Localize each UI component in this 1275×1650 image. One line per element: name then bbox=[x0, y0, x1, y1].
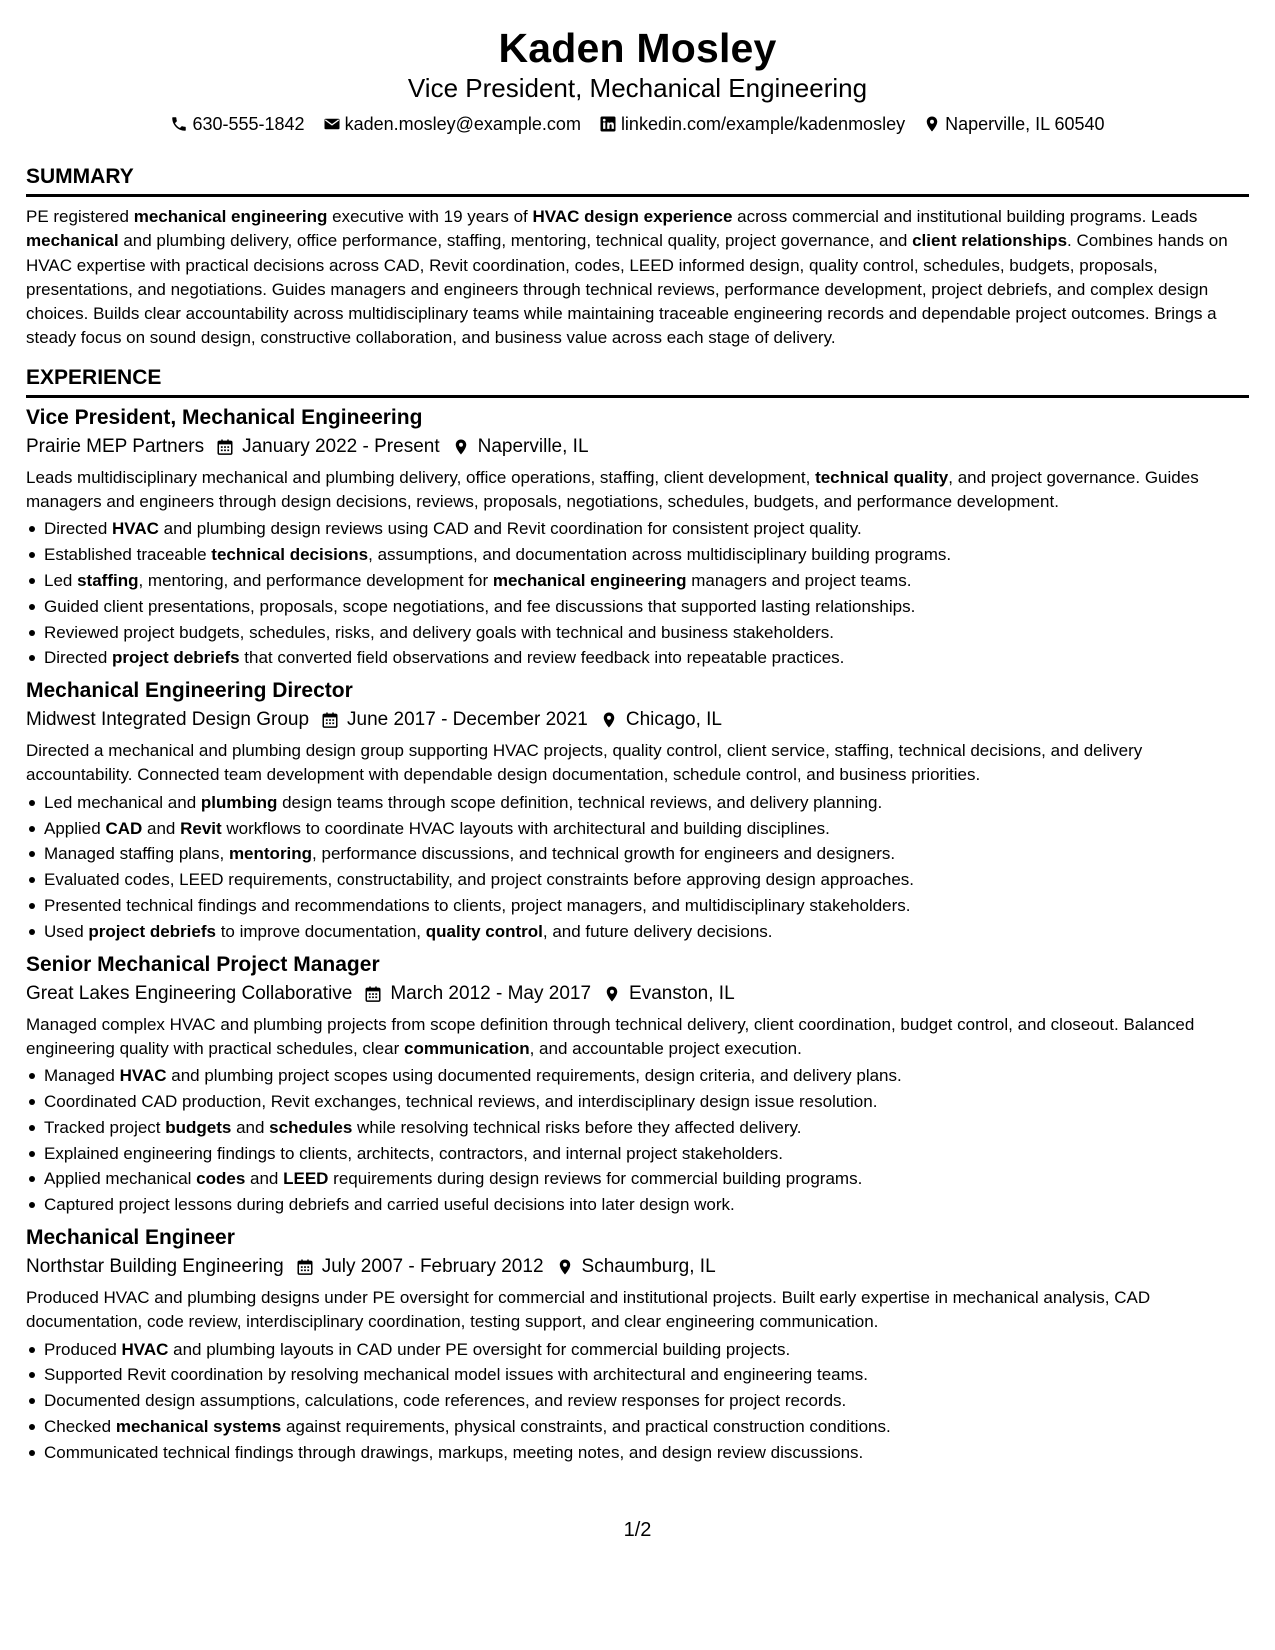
bold-text: technical quality bbox=[815, 467, 949, 487]
envelope-icon bbox=[323, 115, 341, 133]
calendar-icon bbox=[321, 710, 339, 730]
job-entry bbox=[26, 677, 1249, 944]
bold-text: LEED bbox=[283, 1169, 329, 1189]
calendar-icon bbox=[296, 1257, 314, 1277]
bold-text: project debriefs bbox=[88, 921, 216, 941]
resume-page bbox=[26, 0, 1249, 1465]
bold-text: client relationships bbox=[912, 231, 1068, 251]
list-item bbox=[26, 816, 1249, 842]
text-run: Documented design assumptions, calculations, code references, and review responses for project records. bbox=[44, 1391, 847, 1411]
text-run: Checked bbox=[44, 1416, 116, 1436]
job-location: Chicago, IL bbox=[625, 709, 722, 731]
list-item bbox=[26, 1063, 1249, 1089]
bold-text: mechanical systems bbox=[115, 1416, 282, 1436]
text-run: that converted field observations and review feedback into repeatable practices. bbox=[239, 648, 845, 668]
job-description bbox=[26, 466, 1249, 515]
list-item bbox=[26, 1440, 1249, 1466]
bold-text: budgets bbox=[165, 1117, 232, 1137]
text-run: and bbox=[142, 818, 181, 838]
job-bullets bbox=[26, 516, 1249, 671]
contact-email[interactable] bbox=[323, 112, 581, 136]
list-item bbox=[26, 841, 1249, 867]
text-run: Tracked project bbox=[44, 1117, 166, 1137]
list-item bbox=[26, 645, 1249, 671]
bold-text: plumbing bbox=[200, 792, 278, 812]
job-description bbox=[26, 1286, 1249, 1335]
job-title: Senior Mechanical Project Manager bbox=[26, 952, 380, 976]
list-item bbox=[26, 1141, 1249, 1167]
list-item bbox=[26, 1337, 1249, 1363]
text-run: Explained engineering findings to clients, architects, contractors, and internal project stakeholders. bbox=[44, 1143, 783, 1163]
text-run: , assumptions, and documentation across multidisciplinary building programs. bbox=[368, 545, 952, 565]
text-run: and plumbing project scopes using documented requirements, design criteria, and delivery plans. bbox=[166, 1066, 902, 1086]
text-run: Directed bbox=[44, 519, 113, 539]
bold-text: HVAC design experience bbox=[532, 207, 733, 226]
bold-text: mechanical engineering bbox=[492, 570, 687, 590]
job-meta bbox=[26, 981, 1249, 1007]
text-run: Managed bbox=[44, 1066, 120, 1086]
job-meta bbox=[26, 707, 1249, 733]
list-item bbox=[26, 1166, 1249, 1192]
text-run: Reviewed project budgets, schedules, risks, and delivery goals with technical and business stakeholders. bbox=[44, 622, 834, 642]
bold-text: schedules bbox=[269, 1117, 353, 1137]
page-number: 1/2 bbox=[623, 1519, 652, 1541]
bold-text: mechanical engineering bbox=[133, 207, 328, 226]
text-run: workflows to coordinate HVAC layouts with architectural and building disciplines. bbox=[221, 818, 830, 838]
candidate-name: Kaden Mosley bbox=[498, 25, 777, 71]
text-run: Led mechanical and bbox=[44, 792, 201, 812]
text-run: and plumbing delivery, office performance, staffing, mentoring, technical quality, project governance, and bbox=[118, 231, 913, 251]
text-run: while resolving technical risks before they affected delivery. bbox=[352, 1117, 802, 1137]
text-run: Applied mechanical bbox=[44, 1169, 197, 1189]
job-bullets bbox=[26, 790, 1249, 945]
text-run: , performance discussions, and technical growth for engineers and designers. bbox=[312, 844, 896, 864]
bold-text: HVAC bbox=[112, 519, 159, 539]
map-pin-icon bbox=[923, 115, 941, 133]
bold-text: Revit bbox=[180, 818, 222, 838]
bold-text: communication bbox=[403, 1038, 530, 1058]
list-item bbox=[26, 919, 1249, 945]
company-name: Midwest Integrated Design Group bbox=[26, 709, 310, 731]
email-text: kaden.mosley@example.com bbox=[344, 114, 581, 134]
list-item bbox=[26, 516, 1249, 542]
bold-text: staffing bbox=[77, 570, 139, 590]
job-description bbox=[26, 1013, 1249, 1062]
company-name: Great Lakes Engineering Collaborative bbox=[26, 982, 353, 1004]
list-item bbox=[26, 893, 1249, 919]
section-heading-summary: SUMMARY bbox=[26, 165, 134, 188]
contact-linkedin[interactable] bbox=[599, 112, 905, 136]
list-item bbox=[26, 1414, 1249, 1440]
bold-text: mentoring bbox=[228, 844, 313, 864]
text-run: Guided client presentations, proposals, scope negotiations, and fee discussions that supported lasting relationships. bbox=[44, 596, 916, 616]
text-run: Supported Revit coordination by resolving mechanical model issues with architectural and engineering teams. bbox=[44, 1365, 869, 1385]
company-name: Prairie MEP Partners bbox=[26, 435, 205, 457]
list-item bbox=[26, 1362, 1249, 1388]
job-dates: July 2007 - February 2012 bbox=[321, 1255, 544, 1277]
text-run: Presented technical findings and recommendations to clients, project managers, and multidisciplinary stakeholders. bbox=[44, 895, 911, 915]
list-item bbox=[26, 568, 1249, 594]
job-description bbox=[26, 739, 1249, 788]
text-run: Directed bbox=[44, 648, 113, 668]
text-run: . Combines hands on HVAC expertise with practical decisions across CAD, Revit coordination, codes, LEED informed design, quality control, schedules, budgets, proposals, presentations, and negotiations. Guides managers and engineers through technical reviews, performance development, project debriefs, and complex design choices. Builds clear accountability across multidisciplinary teams while maintaining traceable engineering records and dependable project outcomes. Brings a steady focus on sound design, constructive collaboration, and business value across each stage of delivery. bbox=[26, 231, 1228, 348]
job-dates: June 2017 - December 2021 bbox=[347, 709, 588, 731]
text-run: Led bbox=[44, 570, 78, 590]
bold-text: codes bbox=[196, 1169, 246, 1189]
job-location: Schaumburg, IL bbox=[581, 1255, 716, 1277]
text-run: PE registered bbox=[26, 207, 134, 226]
text-run: Applied bbox=[44, 818, 106, 838]
summary-text bbox=[26, 205, 1249, 351]
bold-text: HVAC bbox=[121, 1339, 169, 1359]
list-item bbox=[26, 542, 1249, 568]
text-run: , mentoring, and performance development for bbox=[138, 570, 493, 590]
linkedin-icon bbox=[599, 115, 617, 133]
text-run: , and accountable project execution. bbox=[529, 1038, 802, 1058]
job-location: Evanston, IL bbox=[629, 982, 735, 1004]
resume-header bbox=[26, 0, 1249, 136]
list-item bbox=[26, 594, 1249, 620]
job-bullets bbox=[26, 1337, 1249, 1466]
calendar-icon bbox=[216, 437, 234, 457]
job-title: Mechanical Engineering Director bbox=[26, 679, 353, 703]
phone-text: 630-555-1842 bbox=[192, 114, 305, 134]
phone-icon bbox=[170, 115, 188, 133]
job-title: Vice President, Mechanical Engineering bbox=[26, 405, 423, 429]
text-run: Produced bbox=[44, 1339, 122, 1359]
list-item bbox=[26, 1089, 1249, 1115]
section-heading-experience: EXPERIENCE bbox=[26, 365, 162, 389]
text-run: executive with 19 years of bbox=[327, 207, 533, 226]
text-run: and bbox=[231, 1117, 270, 1137]
map-pin-icon bbox=[556, 1257, 574, 1277]
job-meta bbox=[26, 1254, 1249, 1280]
job-title: Mechanical Engineer bbox=[26, 1225, 235, 1249]
bold-text: mechanical bbox=[26, 231, 119, 251]
text-run: Established traceable bbox=[44, 545, 212, 565]
text-run: Managed staffing plans, bbox=[44, 844, 229, 864]
list-item bbox=[26, 620, 1249, 646]
text-run: Evaluated codes, LEED requirements, constructability, and project constraints before approving design approaches. bbox=[44, 870, 915, 890]
map-pin-icon bbox=[603, 984, 621, 1004]
text-run: design teams through scope definition, technical reviews, and delivery planning. bbox=[277, 792, 883, 812]
company-name: Northstar Building Engineering bbox=[26, 1255, 284, 1277]
section-divider bbox=[26, 395, 1249, 398]
bold-text: HVAC bbox=[119, 1066, 167, 1086]
experience-list bbox=[26, 404, 1249, 1466]
job-entry bbox=[26, 951, 1249, 1218]
location-text: Naperville, IL 60540 bbox=[945, 114, 1105, 134]
text-run: Leads multidisciplinary mechanical and plumbing delivery, office operations, staffing, client development, bbox=[26, 467, 816, 487]
job-bullets bbox=[26, 1063, 1249, 1218]
contact-bar bbox=[26, 112, 1249, 136]
candidate-title: Vice President, Mechanical Engineering bbox=[407, 73, 868, 103]
job-meta bbox=[26, 434, 1249, 460]
experience-section bbox=[26, 365, 1249, 1466]
text-run: Communicated technical findings through drawings, markups, meeting notes, and design review discussions. bbox=[44, 1442, 864, 1462]
text-run: Directed a mechanical and plumbing design group supporting HVAC projects, quality control, client service, staffing, technical decisions, and delivery accountability. Connected team development with dependable design documentation, schedule control, and business priorities. bbox=[26, 741, 1143, 785]
job-dates: January 2022 - Present bbox=[242, 435, 440, 457]
contact-location bbox=[923, 112, 1104, 136]
map-pin-icon bbox=[452, 437, 470, 457]
text-run: requirements during design reviews for commercial building programs. bbox=[328, 1169, 863, 1189]
text-run: and bbox=[245, 1169, 284, 1189]
text-run: to improve documentation, bbox=[215, 921, 426, 941]
bold-text: project debriefs bbox=[112, 648, 240, 668]
contact-phone[interactable] bbox=[170, 112, 304, 136]
list-item bbox=[26, 867, 1249, 893]
text-run: Coordinated CAD production, Revit exchanges, technical reviews, and interdisciplinary design issue resolution. bbox=[44, 1091, 878, 1111]
summary-section bbox=[26, 164, 1249, 351]
map-pin-icon bbox=[600, 710, 618, 730]
text-run: , and project governance. Guides managers and engineers through design decisions, reviews, proposals, negotiations, schedules, budgets, and performance development. bbox=[26, 467, 1199, 512]
list-item bbox=[26, 790, 1249, 816]
job-entry bbox=[26, 404, 1249, 671]
section-divider bbox=[26, 194, 1249, 197]
text-run: Captured project lessons during debriefs and carried useful decisions into later design work. bbox=[44, 1195, 735, 1215]
text-run: and plumbing design reviews using CAD and Revit coordination for consistent project quality. bbox=[158, 519, 862, 539]
text-run: across commercial and institutional building programs. Leads bbox=[732, 207, 1198, 226]
list-item bbox=[26, 1388, 1249, 1414]
job-dates: March 2012 - May 2017 bbox=[390, 982, 592, 1004]
job-location: Naperville, IL bbox=[477, 435, 589, 457]
job-entry bbox=[26, 1224, 1249, 1466]
text-run: managers and project teams. bbox=[686, 570, 912, 590]
text-run: Used bbox=[44, 921, 89, 941]
text-run: and plumbing layouts in CAD under PE oversight for commercial building projects. bbox=[168, 1339, 791, 1359]
bold-text: CAD bbox=[105, 818, 143, 838]
text-run: Managed complex HVAC and plumbing projects from scope definition through technical delivery, client coordination, budget control, and closeout. Balanced engineering quality with practical schedules, clear bbox=[26, 1014, 1195, 1058]
bold-text: quality control bbox=[425, 921, 543, 941]
linkedin-text: linkedin.com/example/kadenmosley bbox=[620, 114, 906, 134]
list-item bbox=[26, 1115, 1249, 1141]
list-item bbox=[26, 1192, 1249, 1218]
text-run: Produced HVAC and plumbing designs under PE oversight for commercial and institutional projects. Built early expertise in mechanical analysis, CAD documentation, code review, interdisciplinary coordination, testing support, and clear engineering communication. bbox=[26, 1287, 1151, 1332]
text-run: , and future delivery decisions. bbox=[542, 921, 773, 941]
text-run: against requirements, physical constraints, and practical construction conditions. bbox=[281, 1416, 891, 1436]
bold-text: technical decisions bbox=[211, 545, 369, 565]
calendar-icon bbox=[364, 984, 382, 1004]
